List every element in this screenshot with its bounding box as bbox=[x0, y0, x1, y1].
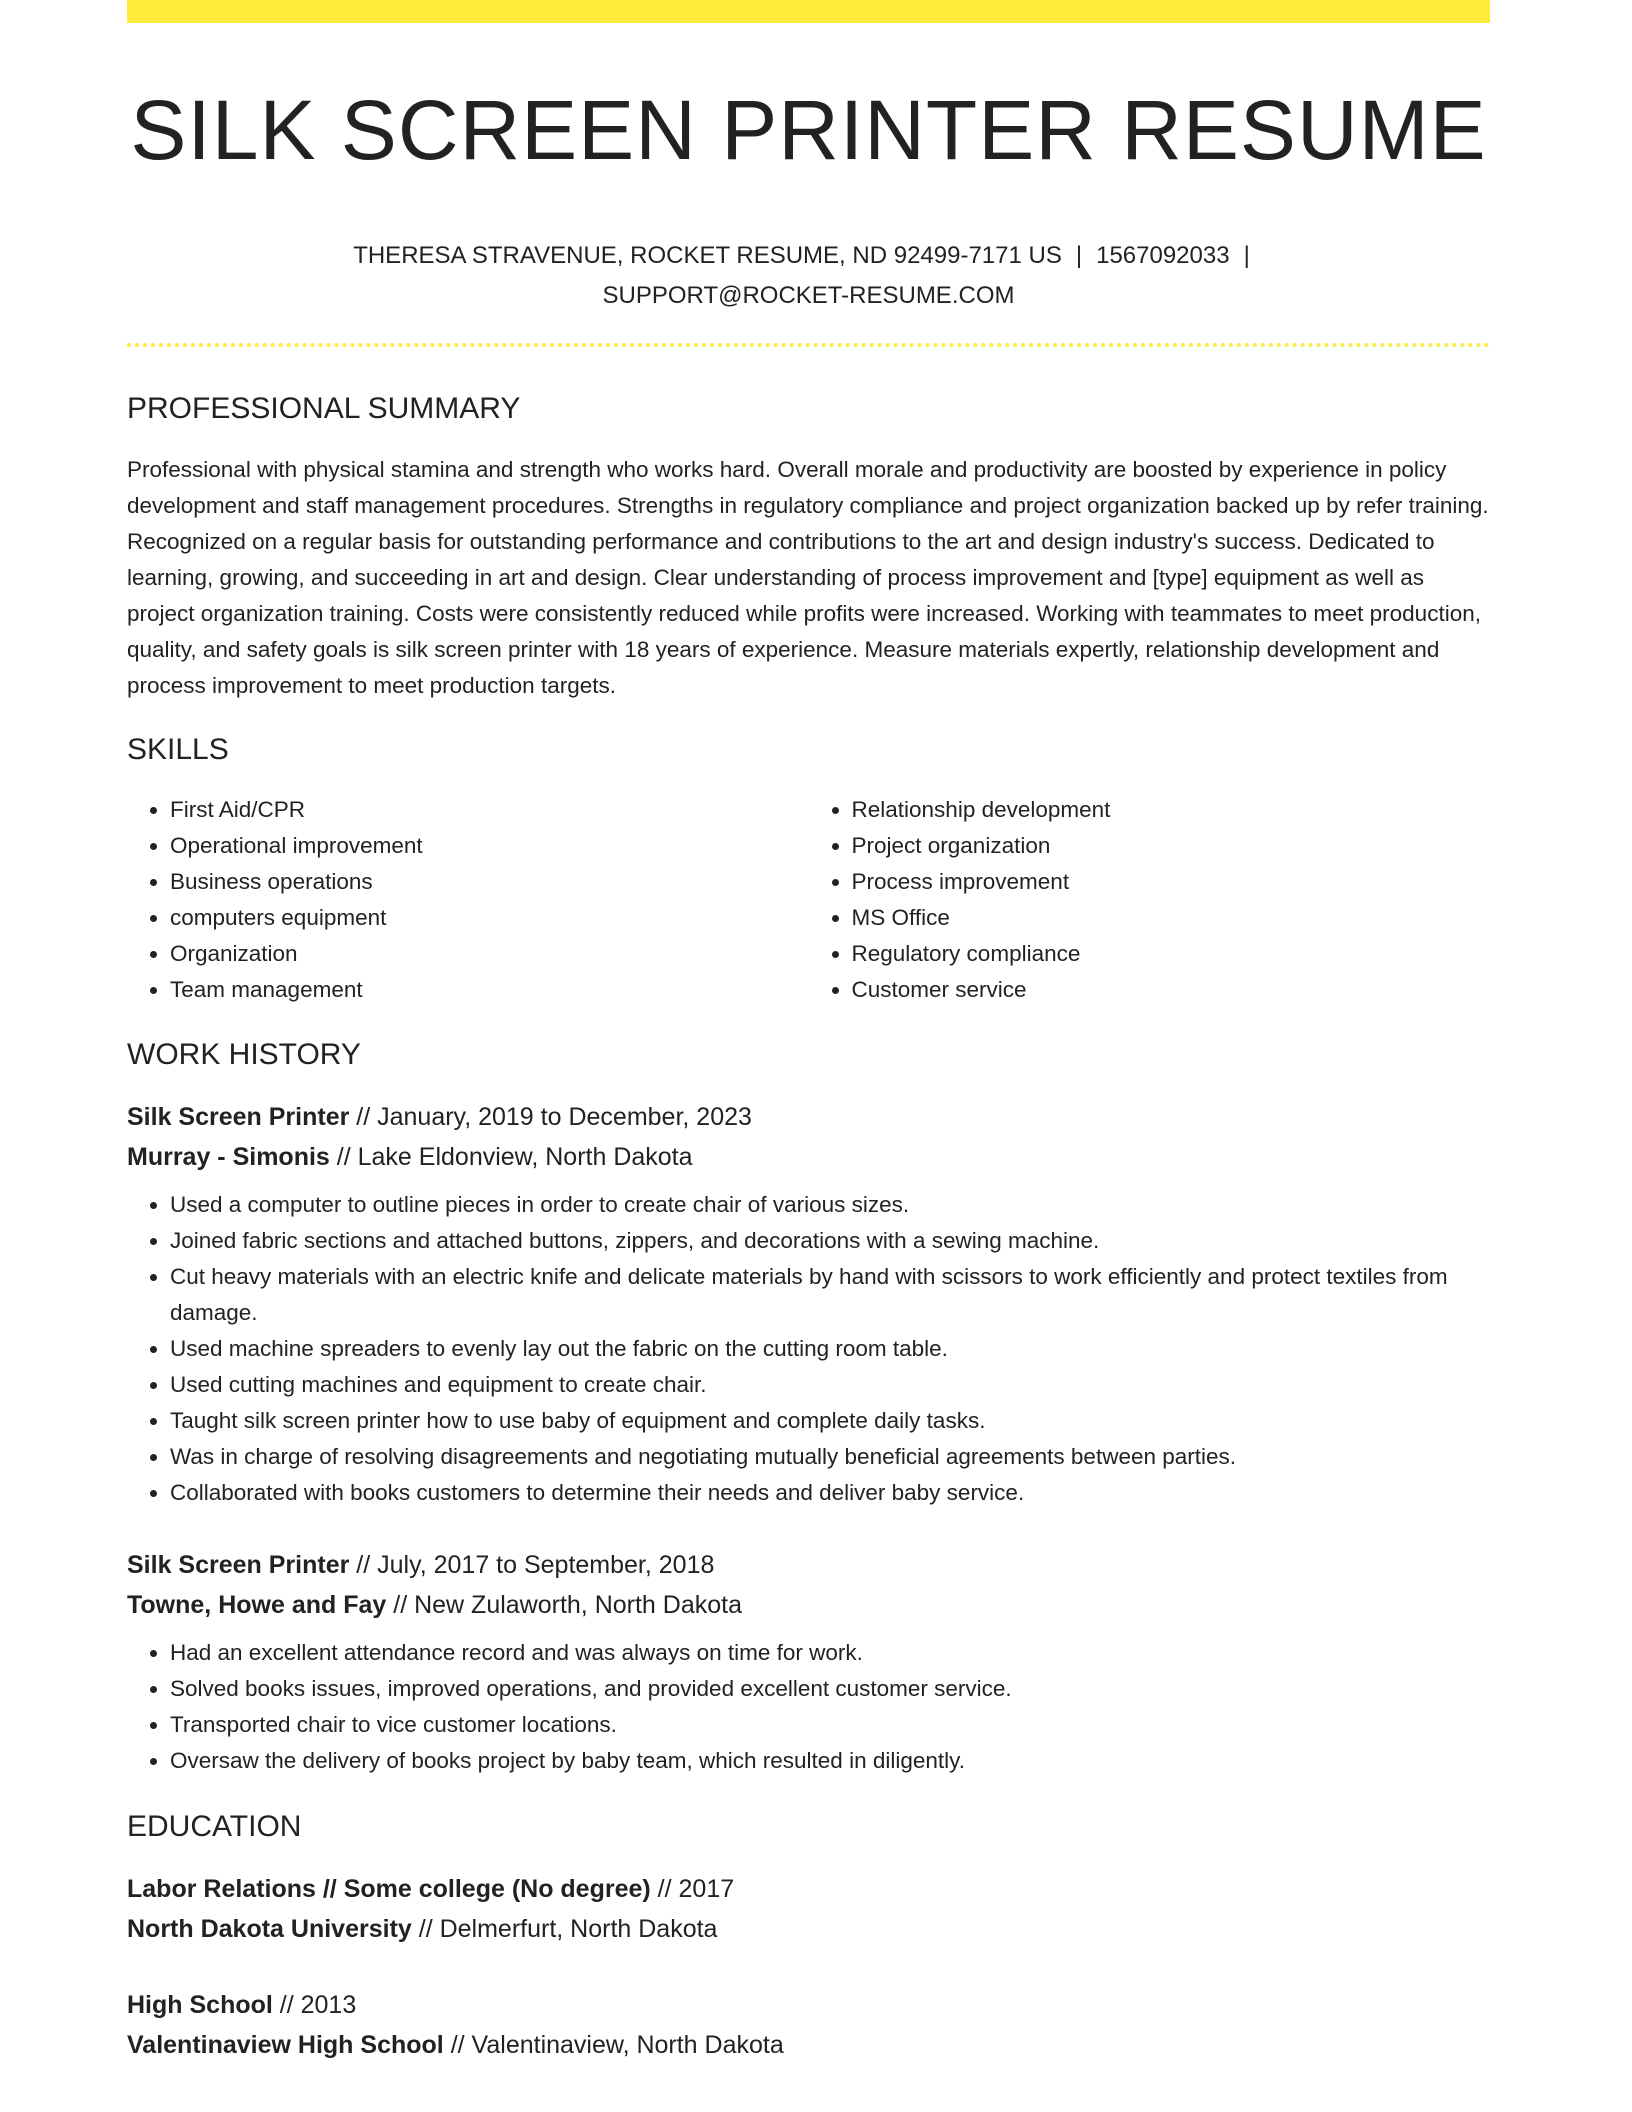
skills-column-right bbox=[809, 792, 1491, 1008]
skill-item: • Business operations bbox=[170, 864, 809, 900]
education-entry bbox=[127, 1985, 1490, 2065]
job-dates: // January, 2019 to December, 2023 bbox=[356, 1103, 752, 1131]
job-bullet: • Solved books issues, improved operations, and provided excellent customer service. bbox=[170, 1671, 1490, 1707]
education-degree-line bbox=[127, 1869, 1490, 1909]
contact-address: THERESA STRAVENUE, ROCKET RESUME, ND 92499-7171 US bbox=[353, 242, 1062, 269]
skills-column-left bbox=[127, 792, 809, 1008]
job-bullet: • Joined fabric sections and attached buttons, zippers, and decorations with a sewing machine. bbox=[170, 1223, 1490, 1259]
section-title-summary: PROFESSIONAL SUMMARY bbox=[127, 392, 521, 425]
skill-item: • computers equipment bbox=[170, 900, 809, 936]
job-location: // New Zulaworth, North Dakota bbox=[393, 1591, 742, 1619]
job-bullet: • Oversaw the delivery of books project by baby team, which resulted in diligently. bbox=[170, 1743, 1490, 1779]
skill-item: • Operational improvement bbox=[170, 828, 809, 864]
skill-item: • MS Office bbox=[852, 900, 1491, 936]
section-title-work-history: WORK HISTORY bbox=[127, 1038, 361, 1071]
accent-top-bar bbox=[127, 0, 1490, 23]
skill-item: • First Aid/CPR bbox=[170, 792, 809, 828]
education-school: North Dakota University bbox=[127, 1915, 412, 1943]
education-school-line bbox=[127, 2025, 1490, 2065]
job-bullet: • Was in charge of resolving disagreements and negotiating mutually beneficial agreements between parties. bbox=[170, 1439, 1490, 1475]
education-degree-line bbox=[127, 1985, 1490, 2025]
education-entry bbox=[127, 1869, 1490, 1949]
skill-item: • Customer service bbox=[852, 972, 1491, 1008]
resume-title: SILK SCREEN PRINTER RESUME bbox=[130, 83, 1487, 177]
contact-phone: 1567092033 bbox=[1096, 242, 1230, 269]
education-school-line bbox=[127, 1909, 1490, 1949]
job-company: Murray - Simonis bbox=[127, 1143, 330, 1171]
skill-item: • Relationship development bbox=[852, 792, 1491, 828]
work-entry bbox=[127, 1545, 1490, 1779]
job-title-line bbox=[127, 1545, 1490, 1585]
skill-item: • Organization bbox=[170, 936, 809, 972]
skill-item: • Process improvement bbox=[852, 864, 1491, 900]
contact-separator: | bbox=[1075, 242, 1083, 269]
job-bullet: • Collaborated with books customers to determine their needs and deliver baby service. bbox=[170, 1475, 1490, 1511]
job-bullet: • Had an excellent attendance record and was always on time for work. bbox=[170, 1635, 1490, 1671]
job-bullets bbox=[127, 1635, 1490, 1779]
skill-item: • Project organization bbox=[852, 828, 1491, 864]
job-bullets bbox=[127, 1187, 1490, 1511]
skills-list bbox=[127, 792, 1490, 1008]
contact-email: SUPPORT@ROCKET-RESUME.COM bbox=[602, 282, 1015, 309]
section-title-education: EDUCATION bbox=[127, 1810, 302, 1843]
job-company: Towne, Howe and Fay bbox=[127, 1591, 387, 1619]
section-title-skills: SKILLS bbox=[127, 733, 229, 766]
job-title: Silk Screen Printer bbox=[127, 1103, 350, 1131]
education-year: // 2013 bbox=[279, 1991, 357, 2019]
job-bullet: • Cut heavy materials with an electric knife and delicate materials by hand with scissors to work efficiently and protect textiles from damage. bbox=[170, 1259, 1490, 1331]
work-entry bbox=[127, 1097, 1490, 1511]
job-location: // Lake Eldonview, North Dakota bbox=[336, 1143, 693, 1171]
job-bullet: • Used a computer to outline pieces in order to create chair of various sizes. bbox=[170, 1187, 1490, 1223]
education-school: Valentinaview High School bbox=[127, 2031, 444, 2059]
job-bullet: • Used machine spreaders to evenly lay out the fabric on the cutting room table. bbox=[170, 1331, 1490, 1367]
job-company-line bbox=[127, 1137, 1490, 1177]
job-bullet: • Used cutting machines and equipment to create chair. bbox=[170, 1367, 1490, 1403]
summary-text: Professional with physical stamina and strength who works hard. Overall morale and productivity are boosted by experience in policy development and staff management procedures. Strengths in regulatory compliance and project organization backed up by refer training. Recognized on a regular basis for outstanding performance and contributions to the art and design industry's success. Dedicated to learning, growing, and succeeding in art and design. Clear understanding of process improvement and [type] equipment as well as project organization training. Costs were consistently reduced while profits were increased. Working with teammates to meet production, quality, and safety goals is silk screen printer with 18 years of experience. Measure materials expertly, relationship development and process improvement to meet production targets. bbox=[127, 457, 1489, 698]
job-dates: // July, 2017 to September, 2018 bbox=[356, 1551, 715, 1579]
education-year: // 2017 bbox=[657, 1875, 735, 1903]
contact-separator: | bbox=[1243, 242, 1250, 269]
job-bullet: • Taught silk screen printer how to use baby of equipment and complete daily tasks. bbox=[170, 1403, 1490, 1439]
job-company-line bbox=[127, 1585, 1490, 1625]
education-degree: Labor Relations // Some college (No degree) bbox=[127, 1875, 651, 1903]
education-degree: High School bbox=[127, 1991, 273, 2019]
job-bullet: • Transported chair to vice customer locations. bbox=[170, 1707, 1490, 1743]
skill-item: • Regulatory compliance bbox=[852, 936, 1491, 972]
education-location: // Delmerfurt, North Dakota bbox=[418, 1915, 718, 1943]
dotted-divider bbox=[127, 343, 1490, 347]
job-title: Silk Screen Printer bbox=[127, 1551, 350, 1579]
job-title-line bbox=[127, 1097, 1490, 1137]
education-location: // Valentinaview, North Dakota bbox=[450, 2031, 784, 2059]
skill-item: • Team management bbox=[170, 972, 809, 1008]
contact-info bbox=[127, 236, 1490, 316]
